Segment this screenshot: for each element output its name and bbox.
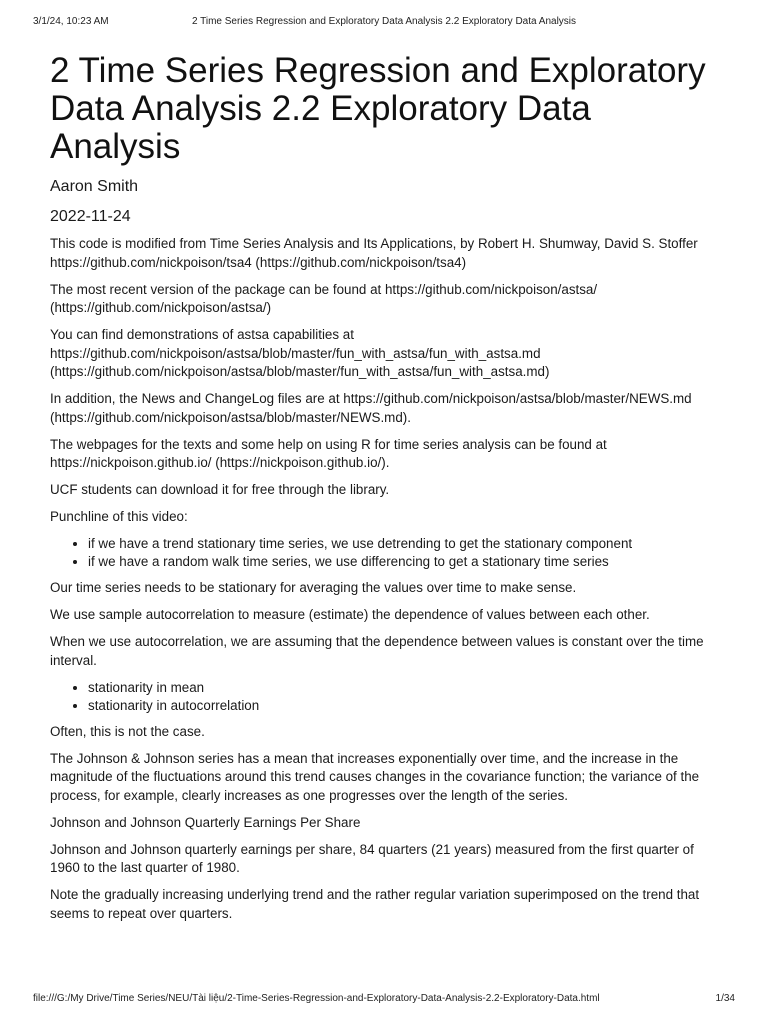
- paragraph-jj-title: Johnson and Johnson Quarterly Earnings Per Share: [50, 814, 361, 830]
- page-number: 1/34: [715, 993, 735, 1004]
- print-url: file:///G:/My Drive/Time Series/NEU/Tài liệu/2-Time-Series-Regression-and-Exploratory-Data-Analysis-2.2-Exploratory-Data.html: [33, 993, 600, 1004]
- paragraph-autocorrelation: We use sample autocorrelation to measure (estimate) the dependence of values between each other.: [50, 607, 650, 622]
- document-date: 2022-11-24: [50, 208, 131, 225]
- paragraph-webpages: The webpages for the texts and some help on using R for time series analysis can be found at https://nickpoison.github.io/ (https://nickpoison.github.io/).: [50, 436, 607, 470]
- paragraph-package: The most recent version of the package can be found at https://github.com/nickpoison/astsa/ (https://github.com/nickpoison/astsa/): [50, 281, 598, 315]
- punchline-list: [50, 535, 720, 571]
- paragraph-jj-description: Johnson and Johnson quarterly earnings per share, 84 quarters (21 years) measured from the first quarter of 1960 to the last quarter of 1980.: [50, 841, 694, 875]
- paragraph-punchline: Punchline of this video:: [50, 509, 188, 524]
- paragraph-stationary: Our time series needs to be stationary for averaging the values over time to make sense.: [50, 580, 577, 595]
- assumption-list: [50, 679, 720, 715]
- print-title: 2 Time Series Regression and Exploratory Data Analysis 2.2 Exploratory Data Analysis: [191, 16, 577, 27]
- list-item: • if we have a random walk time series, we use differencing to get a stationary time series: [88, 553, 720, 571]
- paragraph-source: This code is modified from Time Series Analysis and Its Applications, by Robert H. Shumway, David S. Stoffer https://github.com/nickpoison/tsa4 (https://github.com/nickpoison/tsa4): [50, 236, 698, 270]
- paragraph-demos: You can find demonstrations of astsa capabilities at https://github.com/nickpoison/astsa/blob/master/fun_with_astsa/fun_with_astsa.md (https://github.com/nickpoison/astsa/blob/master/fun_with_astsa/fun_with_astsa.md): [50, 327, 550, 379]
- paragraph-assumption: When we use autocorrelation, we are assuming that the dependence between values is constant over the time interval.: [50, 634, 704, 668]
- print-header: [33, 16, 735, 30]
- paragraph-often: Often, this is not the case.: [50, 723, 205, 739]
- print-date: 3/1/24, 10:23 AM: [33, 16, 109, 27]
- author: Aaron Smith: [50, 178, 139, 195]
- document-body: [50, 52, 720, 932]
- paragraph-trend-note: Note the gradually increasing underlying trend and the rather regular variation superimposed on the trend that seems to repeat over quarters.: [50, 887, 700, 921]
- list-item: • stationarity in mean: [88, 679, 720, 697]
- paragraph-jj-series: The Johnson & Johnson series has a mean that increases exponentially over time, and the increase in the magnitude of the fluctuations around this trend causes changes in the covariance function; the variance of the process, for example, clearly increases as one progresses over the length of the series.: [50, 750, 700, 803]
- print-footer: [33, 993, 735, 1007]
- paragraph-news: In addition, the News and ChangeLog files are at https://github.com/nickpoison/astsa/blob/master/NEWS.md (https://github.com/nickpoison/astsa/blob/master/NEWS.md).: [50, 391, 692, 425]
- paragraph-ucf: UCF students can download it for free through the library.: [50, 482, 390, 497]
- list-item: • if we have a trend stationary time series, we use detrending to get the stationary component: [88, 535, 720, 553]
- page-title: 2 Time Series Regression and Exploratory Data Analysis 2.2 Exploratory Data Analysis: [50, 51, 706, 166]
- list-item: • stationarity in autocorrelation: [88, 697, 720, 715]
